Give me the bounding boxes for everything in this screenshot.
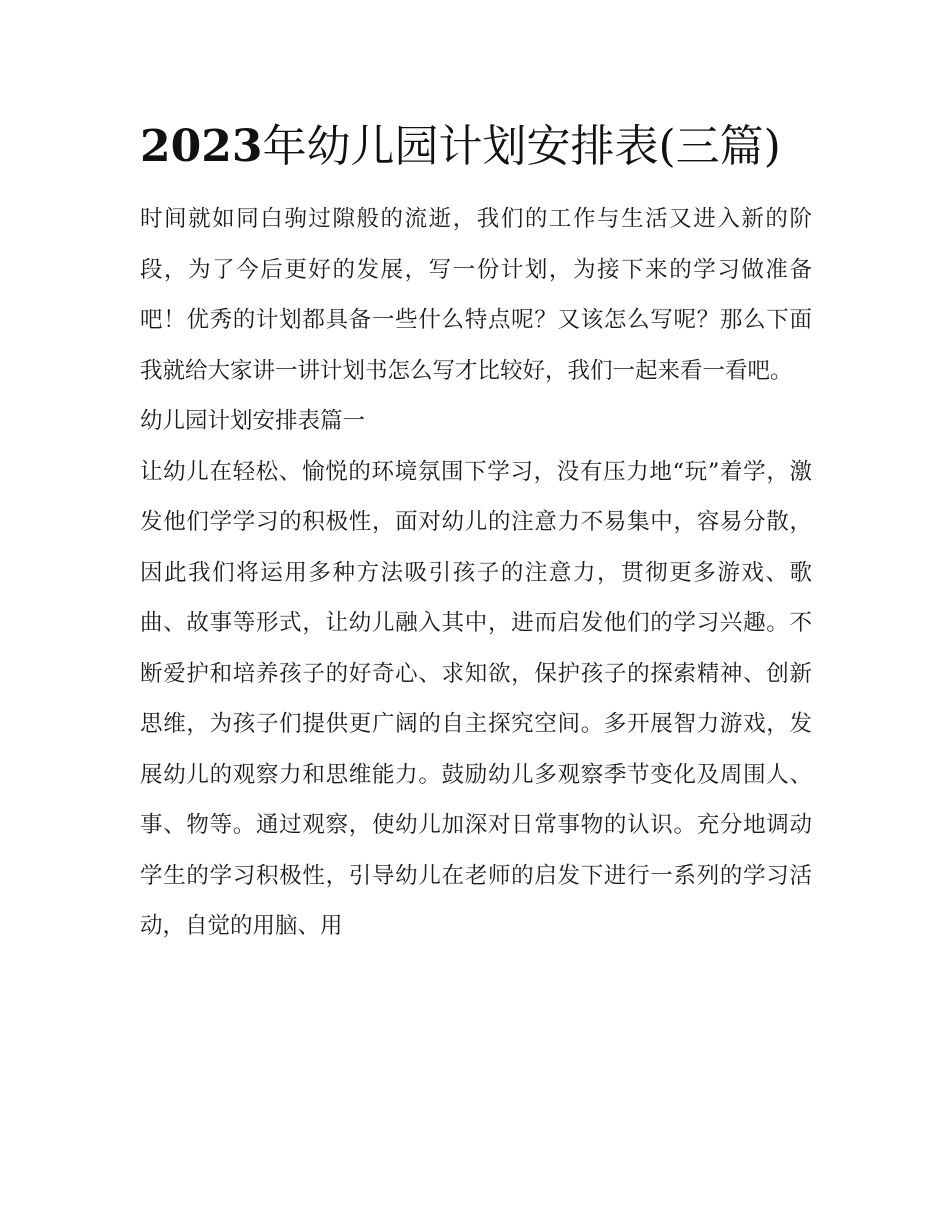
document-page bbox=[140, 112, 812, 952]
title-year: 2023 bbox=[140, 121, 263, 172]
document-title bbox=[140, 112, 812, 182]
section-heading: 幼儿园计划安排表篇一 bbox=[140, 408, 366, 434]
intro-paragraph: 时间就如同白驹过隙般的流逝，我们的工作与生活又进入新的阶段，为了今后更好的发展，写一份计划，为接下来的学习做准备吧！优秀的计划都具备一些什么特点呢？又该怎么写呢？那么下面我就给大家讲一讲计划书怎么写才比较好，我们一起来看一看吧。 bbox=[140, 206, 812, 384]
title-text: 年幼儿园计划安排表(三篇) bbox=[262, 121, 781, 172]
section-body-paragraph: 让幼儿在轻松、愉悦的环境氛围下学习，没有压力地“玩”着学，激发他们学学习的积极性，面对幼儿的注意力不易集中，容易分散，因此我们将运用多种方法吸引孩子的注意力，贯彻更多游戏、歌曲、故事等形式，让幼儿融入其中，进而启发他们的学习兴趣。不断爱护和培养孩子的好奇心、求知欲，保护孩子的探索精神、创新思维，为孩子们提供更广阔的自主探究空间。多开展智力游戏，发展幼儿的观察力和思维能力。鼓励幼儿多观察季节变化及周围人、事、物等。通过观察，使幼儿加深对日常事物的认识。充分地调动学生的学习积极性，引导幼儿在老师的启发下进行一系列的学习活动，自觉的用脑、用 bbox=[140, 458, 812, 939]
